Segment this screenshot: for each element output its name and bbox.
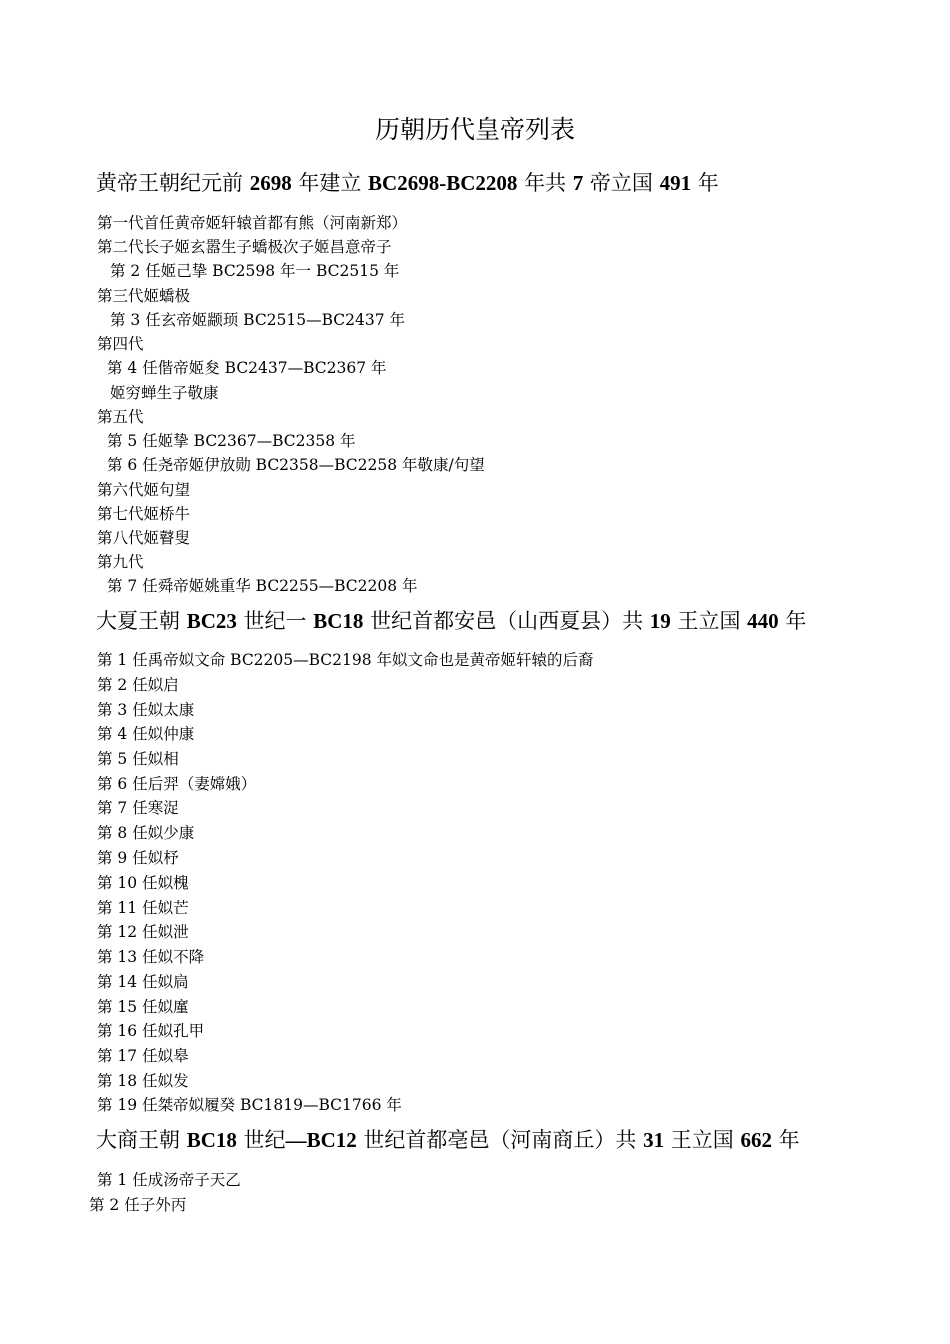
list-item: 第四代 [97,335,144,353]
list-item: 第 18 任姒发 [97,1072,189,1090]
heading-text: 世纪 [236,1128,286,1152]
list-item: 第 16 任姒孔甲 [97,1022,205,1040]
list-item: 第 6 任后羿（妻嫦娥） [97,775,257,793]
document-title: 历朝历代皇帝列表 [374,115,575,144]
list-item: 第 2 任子外丙 [89,1196,187,1214]
list-item: 第 19 任桀帝姒履癸 BC1819—BC1766 年 [97,1096,402,1114]
heading-text: 年共 [517,171,573,195]
list-item: 第 8 任姒少康 [97,824,195,842]
heading-number: 31 [643,1128,665,1152]
list-item: 第 6 任尧帝姬伊放勋 BC2358—BC2258 年敬康/句望 [107,456,485,474]
heading-number: BC23 [186,609,237,633]
heading-text: 年建立 [291,171,369,195]
list-item: 第八代姬瞽叟 [97,529,191,547]
list-item: 第九代 [97,553,144,571]
list-item: 第 2 任姬己挚 BC2598 年一 BC2515 年 [110,262,400,280]
heading-text: 年 [778,609,807,633]
heading-text: 世纪一 [236,609,314,633]
list-item: 第三代姬蟜极 [97,287,191,305]
list-item: 第 4 任偕帝姬夋 BC2437—BC2367 年 [107,359,387,377]
list-item: 第 5 任姒相 [97,750,179,768]
list-item: 第 9 任姒杼 [97,849,179,867]
list-item: 第 11 任姒芒 [97,899,189,917]
section-heading-dashang [96,1125,800,1155]
list-item: 第 4 任姒仲康 [97,725,195,743]
section-heading-daxia [96,606,806,636]
heading-text: 年 [691,171,719,195]
list-item: 第 1 任成汤帝子天乙 [97,1171,241,1189]
heading-text: 世纪首都亳邑（河南商丘）共 [356,1128,644,1152]
heading-text: 王立国 [664,1128,741,1152]
heading-text: 帝立国 [583,171,660,195]
heading-text: 大夏王朝 [96,609,187,633]
heading-text: 王立国 [670,609,748,633]
list-item: 第 13 任姒不降 [97,948,205,966]
list-item: 第 7 任寒浞 [97,799,179,817]
heading-number: 19 [649,609,671,633]
list-item: 第 1 任禹帝姒文命 BC2205—BC2198 年姒文命也是黄帝姬轩辕的后裔 [97,651,594,669]
list-item: 第一代首任黄帝姬轩辕首都有熊（河南新郑） [97,214,408,232]
list-item: 第 15 任姒廑 [97,998,189,1016]
heading-text: 年 [771,1128,800,1152]
list-item: 第 7 任舜帝姬姚重华 BC2255—BC2208 年 [107,577,418,595]
heading-number: 2698 [249,171,292,195]
list-item: 第二代长子姬玄嚣生子蟜极次子姬昌意帝子 [97,238,392,256]
list-item: 第 14 任姒扃 [97,973,189,991]
heading-text: 黄帝王朝纪元前 [96,171,250,195]
heading-number: 662 [740,1128,772,1152]
list-item: 第 17 任姒皋 [97,1047,189,1065]
heading-number: 440 [747,609,779,633]
heading-number: —BC12 [285,1128,357,1152]
list-item: 姬穷蝉生子敬康 [110,384,219,402]
list-item: 第 3 任姒太康 [97,701,195,719]
list-item: 第五代 [97,408,144,426]
heading-text: 大商王朝 [96,1128,187,1152]
list-item: 第 5 任姬挚 BC2367—BC2358 年 [107,432,356,450]
heading-number: BC18 [313,609,364,633]
section-heading-huangdi [96,168,719,198]
heading-number: BC18 [186,1128,237,1152]
list-item: 第 12 任姒泄 [97,923,189,941]
heading-number: BC2698-BC2208 [368,171,518,195]
list-item: 第六代姬句望 [97,481,191,499]
list-item: 第 10 任姒槐 [97,874,189,892]
list-item: 第 3 任玄帝姬颛顼 BC2515—BC2437 年 [110,311,406,329]
heading-number: 491 [659,171,692,195]
list-item: 第七代姬桥牛 [97,505,191,523]
heading-number: 7 [572,171,584,195]
heading-text: 世纪首都安邑（山西夏县）共 [363,609,650,633]
list-item: 第 2 任姒启 [97,676,179,694]
